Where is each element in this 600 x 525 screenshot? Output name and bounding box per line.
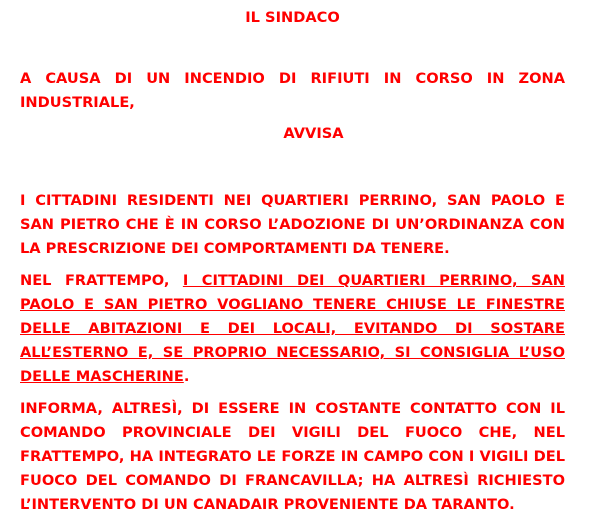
- notice-document: [20, 0, 565, 517]
- intro-paragraph: A CAUSA DI UN INCENDIO DI RIFIUTI IN CORSO IN ZONA INDUSTRIALE,: [20, 70, 565, 111]
- avvisa-heading: AVVISA: [283, 125, 344, 142]
- document-title: IL SINDACO: [245, 9, 340, 26]
- fire-brigade-paragraph: INFORMA, ALTRESÌ, DI ESSERE IN COSTANTE CONTATTO CON IL COMANDO PROVINCIALE DEI VIGILI DEL FUOCO CHE, NEL FRATTEMPO, HA INTEGRATO LE FORZE IN CAMPO CON I VIGILI DEL FUOCO DEL COMANDO DI FRANCAVILLA; HA ALTRESÌ RICHIESTO L’INTERVENTO DI UN CANADAIR PROVENIENTE DA TARANTO.: [20, 400, 565, 513]
- instructions-lead: NEL FRATTEMPO,: [20, 272, 183, 289]
- instructions-end: .: [183, 368, 190, 385]
- instructions-underlined: I CITTADINI DEI QUARTIERI PERRINO, SAN PAOLO E SAN PIETRO VOGLIANO TENERE CHIUSE LE FINESTRE DELLE ABITAZIONI E DEI LOCALI, EVITANDO DI SOSTARE ALL’ESTERNO E, SE PROPRIO NECESSARIO, SI CONSIGLIA L’USO DELLE MASCHERINE: [20, 272, 566, 385]
- instructions-paragraph: [20, 269, 565, 389]
- residents-paragraph: I CITTADINI RESIDENTI NEI QUARTIERI PERRINO, SAN PAOLO E SAN PIETRO CHE È IN CORSO L’ADOZIONE DI UN’ORDINANZA CON LA PRESCRIZIONE DEI COMPORTAMENTI DA TENERE.: [20, 192, 565, 257]
